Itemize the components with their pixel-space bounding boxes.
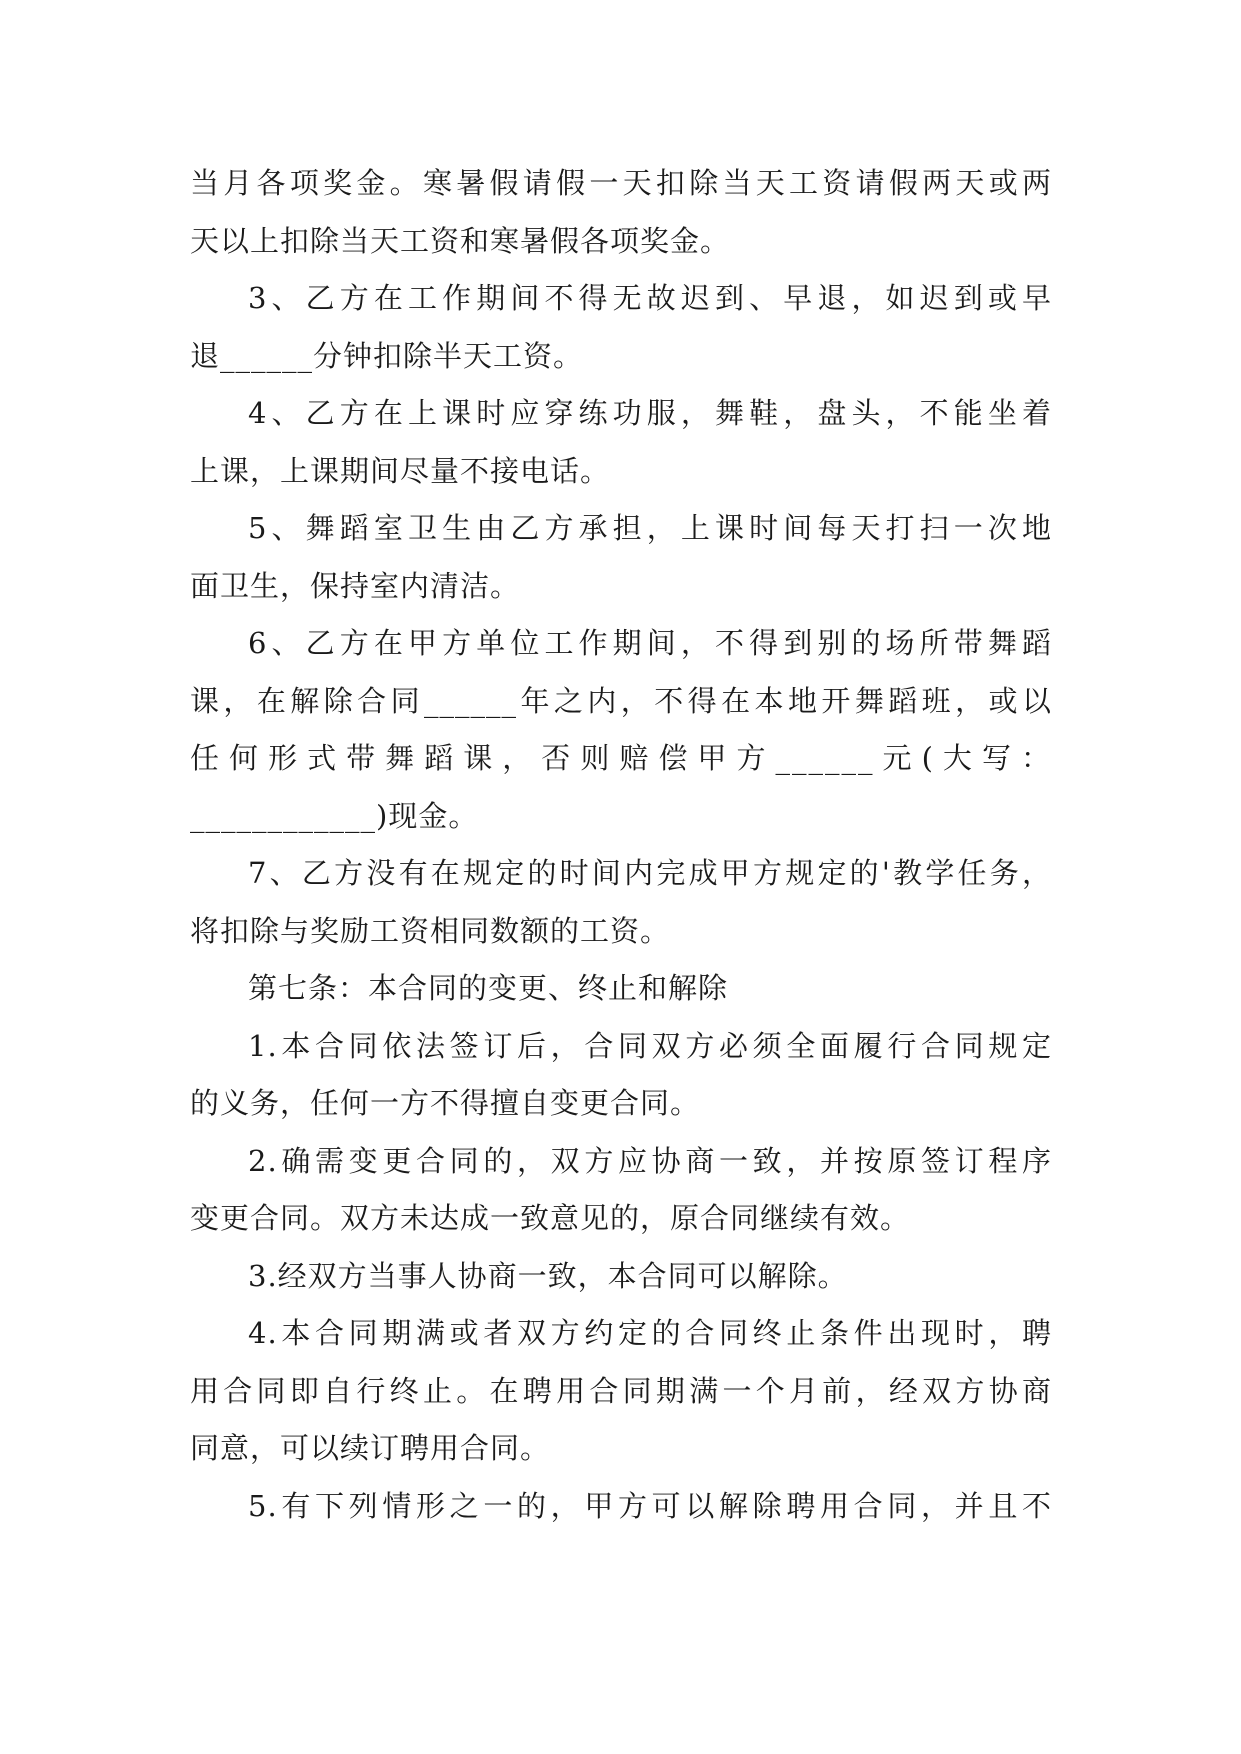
- text-line: 6、乙方在甲方单位工作期间，不得到别的场所带舞蹈: [248, 626, 1052, 660]
- text-line: 当月各项奖金。寒暑假请假一天扣除当天工资请假两天或两: [190, 166, 1052, 200]
- text-line: 退______分钟扣除半天工资。: [190, 338, 584, 373]
- text-line: 3、乙方在工作期间不得无故迟到、早退，如迟到或早: [248, 281, 1052, 315]
- text-line: 4.本合同期满或者双方约定的合同终止条件出现时，聘: [248, 1316, 1052, 1350]
- section-heading: 第七条：本合同的变更、终止和解除: [248, 971, 729, 1005]
- text-line: 1.本合同依法签订后，合同双方必须全面履行合同规定: [248, 1028, 1052, 1063]
- text-line: 3.经双方当事人协商一致，本合同可以解除。: [248, 1258, 848, 1293]
- text-line: 课，在解除合同______年之内，不得在本地开舞蹈班，或以: [190, 683, 1052, 718]
- text-line: ____________)现金。: [190, 798, 479, 833]
- text-line: 2.确需变更合同的，双方应协商一致，并按原签订程序: [248, 1143, 1052, 1178]
- text-line: 用合同即自行终止。在聘用合同期满一个月前，经双方协商: [190, 1373, 1052, 1408]
- text-line: 将扣除与奖励工资相同数额的工资。: [190, 913, 671, 948]
- text-line: 5.有下列情形之一的，甲方可以解除聘用合同，并且不: [248, 1488, 1052, 1523]
- text-line: 4、乙方在上课时应穿练功服，舞鞋，盘头，不能坐着: [248, 396, 1052, 430]
- text-line: 天以上扣除当天工资和寒暑假各项奖金。: [190, 223, 731, 258]
- text-line: 5、舞蹈室卫生由乙方承担，上课时间每天打扫一次地: [248, 511, 1052, 545]
- text-line: 上课，上课期间尽量不接电话。: [190, 453, 611, 488]
- text-line: 任何形式带舞蹈课，否则赔偿甲方______元(大写：: [190, 741, 1052, 775]
- text-line: 面卫生，保持室内清洁。: [190, 568, 521, 603]
- text-line: 同意，可以续订聘用合同。: [190, 1431, 551, 1465]
- text-line: 7、乙方没有在规定的时间内完成甲方规定的'教学任务，: [248, 856, 1052, 890]
- document-body: [190, 155, 1052, 1535]
- text-line: 变更合同。双方未达成一致意见的，原合同继续有效。: [190, 1201, 911, 1235]
- text-line: 的义务，任何一方不得擅自变更合同。: [190, 1086, 701, 1120]
